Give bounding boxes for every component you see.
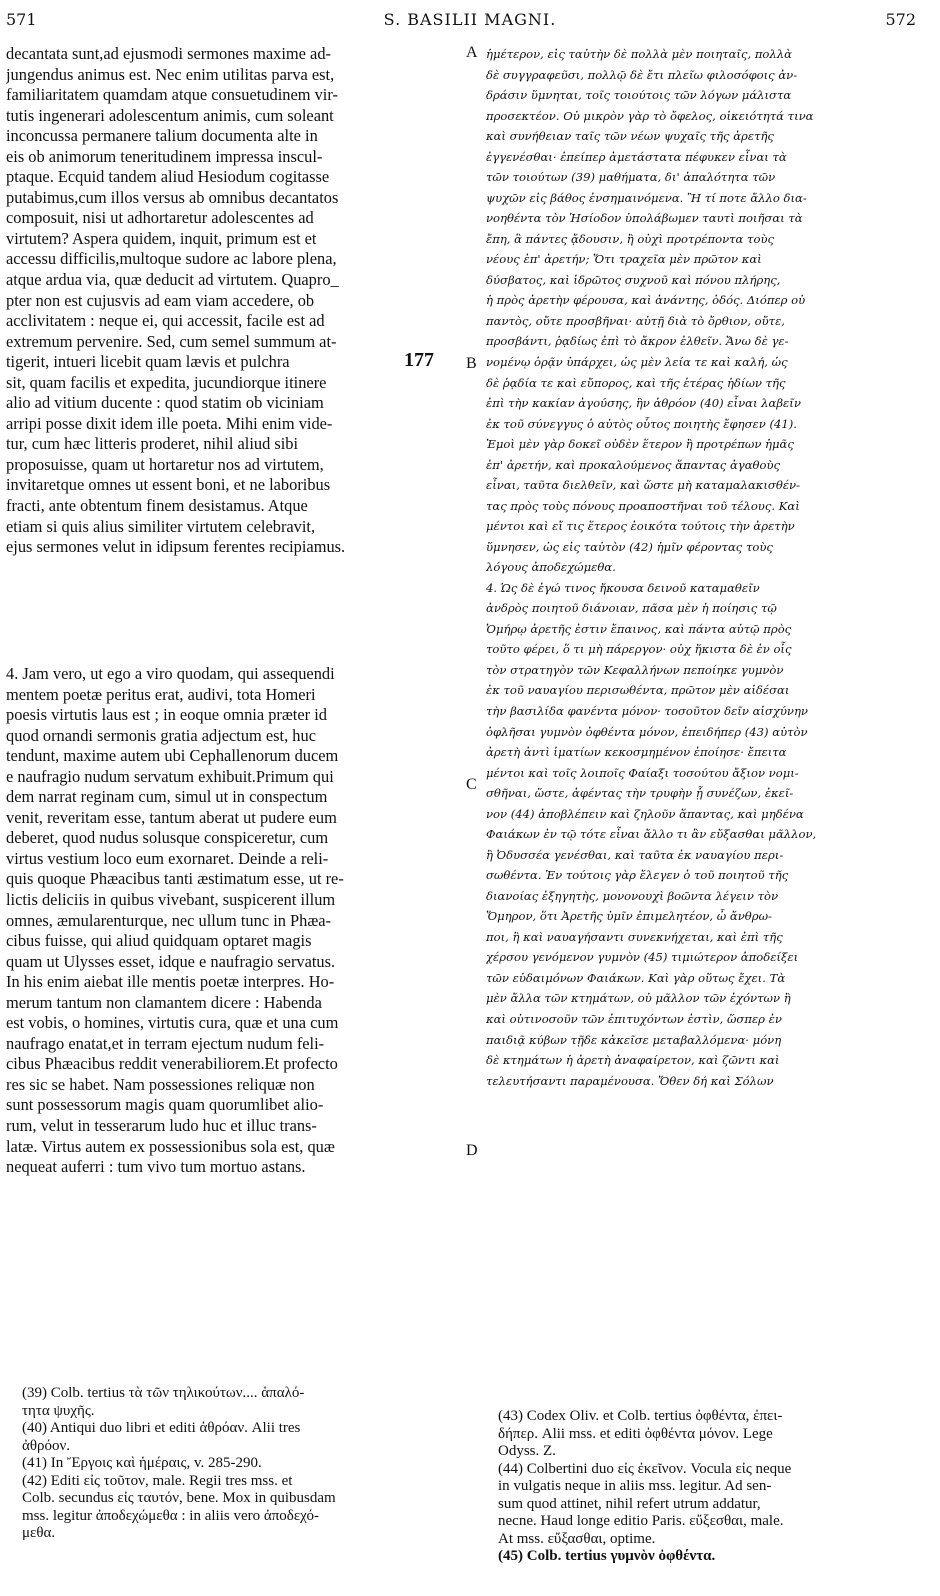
greek-text-line: ἐγγενέσθαι· ἐπείπερ ἀμετάστατα πέφυκεν εἶναι τὰ <box>486 149 787 164</box>
latin-text-line: mentem poetæ peritus erat, audivi, tota Homeri <box>6 684 316 704</box>
footnote-line: (44) Colbertini duo εἰς ἐκεῖνον. Vocula εἰς neque <box>498 1460 792 1477</box>
latin-text-line: tendunt, maxime autem ubi Cephallenorum ducem <box>6 746 339 766</box>
latin-text-line: e naufragio nudum servatum exhibuit.Primum qui <box>6 766 334 786</box>
margin-letter-a: A <box>466 44 478 61</box>
latin-text-line: virtutem? Aspera quidem, inquit, primum est et <box>6 228 317 248</box>
greek-text-line: τελευτήσαντι παραμένουσα. Ὅθεν δή καὶ Σόλων <box>486 1073 774 1088</box>
latin-text-line: latæ. Virtus autem ex possessionibus sola est, quæ <box>6 1136 335 1156</box>
latin-text-line: alio ad vitium ducente : quod statim ob viciniam <box>6 393 324 413</box>
footnote-line: (41) In Ἔργοις καὶ ἡμέραις, v. 285-290. <box>22 1455 262 1471</box>
margin-letter-b: B <box>466 355 477 372</box>
greek-text-line: Ἐμοὶ μὲν γὰρ δοκεῖ οὐδὲν ἕτερον ἢ προτρέπων ἡμᾶς <box>486 437 794 452</box>
greek-text-line: σωθέντα. Ἐν τούτοις γὰρ ἔλεγεν ὁ τοῦ ποιητοῦ τῆς <box>486 868 789 883</box>
latin-text-line: nequeat auferri : tum vivo tum mortuo astans. <box>6 1157 306 1177</box>
latin-text-line: ejus sermones velut in idipsum ferentes recipiamus. <box>6 537 346 557</box>
greek-text-line: ἐκ τοῦ σύνεγγυς ὁ αὐτὸς οὗτος ποιητὴς ἔφησεν (41). <box>486 416 797 431</box>
footnote-line: μεθα. <box>22 1525 56 1541</box>
running-header <box>0 10 940 34</box>
latin-text-line: 4. Jam vero, ut ego a viro quodam, qui assequendi <box>6 664 335 683</box>
footnote-line: in vulgatis neque in aliis mss. legitur. Ad sen- <box>498 1478 772 1494</box>
greek-text-line: λόγους ἀποδεχώμεθα. <box>486 560 616 575</box>
greek-text-line: μὲν ἄλλα τῶν κτημάτων, οὐ μᾶλλον τῶν ἐχόντων ἢ <box>486 991 791 1006</box>
greek-text-line: τὸν στρατηγὸν τῶν Κεφαλλήνων πεποίηκε γυμνὸν <box>486 662 784 677</box>
greek-text-line: ποι, ἣ καὶ ναυαγήσαντι συνεκνήχεται, καὶ ἐπὶ τῆς <box>486 929 783 944</box>
latin-text-line: rum, velut in tesserarum ludo huc et illuc trans- <box>6 1116 317 1136</box>
latin-text-line: sit, quam facilis et expedita, jucundiorque itinere <box>6 372 327 392</box>
greek-text-line: τοῦτο φέρει, ὅ τι μὴ πάρεργον· οὐχ ἥκιστα δὲ ἐν οἷς <box>486 642 792 657</box>
greek-text-line: δράσιν ὕμνηται, τοῖς τοιούτοις τῶν λόγων μάλιστα <box>486 88 792 103</box>
footnote-line: mss. legitur ἀποδεχώμεθα : in aliis vero ἀποδεχό- <box>22 1507 319 1524</box>
latin-text-line: res sic se habet. Nam possessiones reliquæ non <box>6 1074 315 1094</box>
latin-text-line: cibus Phæacibus reddit venerabiliorem.Et profecto <box>6 1054 338 1074</box>
latin-text-line: acclivitatem : neque ei, qui accessit, facile est ad <box>6 311 325 331</box>
greek-text-line: ἀνδρὸς ποιητοῦ διάνοιαν, πᾶσα μὲν ἡ ποίησις τῷ <box>486 601 777 616</box>
latin-text-line: est vobis, o homines, virtutis cura, quæ et una cum <box>6 1013 339 1033</box>
greek-text-line: εἶναι, ταῦτα διελθεῖν, καὶ ὥστε μὴ καταμαλακισθέν- <box>486 478 801 493</box>
latin-text-line: familiaritatem quamdam atque consuetudinem vir- <box>6 85 338 105</box>
footnote-line: τητα ψυχῆς. <box>22 1402 95 1419</box>
footnote-line: (43) Codex Oliv. et Colb. tertius ὀφθέντα, ἐπει- <box>498 1408 783 1424</box>
latin-text-line: quod ornandi sermonis gratia adjectum est, huc <box>6 725 316 745</box>
latin-text-line: sunt possessorum magis quam quorumlibet alio- <box>6 1095 324 1115</box>
latin-text-line: virtus vestium loco eum exornaret. Deinde a reli- <box>6 848 329 868</box>
greek-text-line: ἐπὶ τὴν κακίαν ἀγούσης, ἣν ἀθρόον (40) εἶναι λαβεῖν <box>486 396 801 411</box>
greek-text-line: τῶν εὐδαιμόνων Φαιάκων. Καὶ γὰρ οὕτως ἔχει. Τὰ <box>486 970 786 985</box>
latin-text-line: cibus fuisse, qui aliud quidquam optaret magis <box>6 931 312 951</box>
latin-text-line: accessu difficilis,multoque sudore ac labore plena, <box>6 249 337 269</box>
greek-text-line: τας πρὸς τοὺς πόνους προαποστῆναι τοῦ τέλους. Καὶ <box>486 498 800 513</box>
greek-text-line: νοηθέντα τὸν Ἡσίοδον ὑπολάβωμεν ταυτὶ ποιῆσαι τὰ <box>486 211 803 226</box>
footnotes-right <box>498 1408 928 1566</box>
greek-text-line: ἡ πρὸς ἀρετὴν φέρουσα, καὶ ἀνάντης, ὁδός. Διόπερ οὐ <box>486 293 806 308</box>
greek-text-line: ἀρετὴ ἀντὶ ἱματίων κεκοσμημένον ἐποίησε· ἔπειτα <box>486 745 787 760</box>
latin-text-line: jungendus animus est. Nec enim utilitas parva est, <box>6 64 335 84</box>
footnote-line: Odyss. Z. <box>498 1443 556 1459</box>
latin-text-line: dem narrat reginam cum, simul ut in conspectum <box>6 787 328 807</box>
latin-text-line: tigerit, intueri licebit quam lævis et pulchra <box>6 352 290 372</box>
greek-text-line: ἔπη, ἃ πάντες ᾄδουσιν, ἢ οὐχὶ προτρέποντα τοὺς <box>486 231 774 246</box>
latin-text-line: deberet, quod nudus solusque conspiceretur, cum <box>6 828 329 848</box>
latin-text-line: omnes, æmularenturque, nec ullum tunc in Phæa- <box>6 910 332 930</box>
greek-text-line: τῶν τοιούτων (39) μαθήματα, δι' ἁπαλότητα τῶν <box>486 170 776 185</box>
greek-text-line: ὕμνησεν, ὡς εἰς ταὐτὸν (42) ἡμῖν φέροντας τοὺς <box>486 539 773 554</box>
latin-text-line: pter non est cujusvis ad eam viam accedere, ob <box>6 290 315 310</box>
latin-text-line: extremum pervenire. Sed, cum semel summum at- <box>6 331 337 351</box>
greek-text-line: παιδιᾷ κύβων τῇδε κἀκεῖσε μεταβαλλόμενα· μόνη <box>486 1032 782 1047</box>
greek-text-line: καὶ συνήθειαν ταῖς τῶν νέων ψυχαῖς τῆς ἀρετῆς <box>486 129 774 144</box>
latin-paragraph-3 <box>6 44 462 558</box>
footnote-line: δήπερ. Alii mss. et editi ὀφθέντα μόνον. Lege <box>498 1425 773 1442</box>
greek-text-line: προσβάντι, ῥᾳδίως ἐπὶ τὸ ἄκρον ἐλθεῖν. Ἄνω δὲ γε- <box>486 334 789 349</box>
margin-letter-d: D <box>466 1142 478 1159</box>
migne-column-number: 177 <box>404 349 434 371</box>
greek-text-line: μέντοι καὶ τοῖς λοιποῖς Φαίαξι τοσούτου ἄξιον νομι- <box>486 765 799 780</box>
latin-text-line: atque ardua via, quæ deducit ad virtutem. Quapro_ <box>6 270 339 290</box>
latin-text-line: venit, reveritam esse, tantum aberat ut pudere eum <box>6 807 337 827</box>
greek-text-line: δὲ κτημάτων ἡ ἀρετὴ ἀναφαίρετον, καὶ ζῶντι καὶ <box>486 1053 780 1068</box>
greek-text-line: καὶ οὑτινοσοῦν τῶν ἐπιτυχόντων ἐστὶν, ὥσπερ ἐν <box>486 1011 782 1026</box>
greek-text-line: προσεκτέον. Οὐ μικρὸν γὰρ τὸ ὄφελος, οἰκειότητά τινα <box>486 108 814 123</box>
footnote-line: sum quod attinet, nihil refert utrum addatur, <box>498 1495 761 1512</box>
footnote-line: (40) Antiqui duo libri et editi ἀθρόαν. Alii tres <box>22 1420 301 1436</box>
running-title: S. BASILII MAGNI. <box>383 10 557 29</box>
latin-text-line: etiam si quis alius similiter virtutem celebravit, <box>6 516 316 536</box>
footnote-line: Colb. secundus εἰς ταυτόν, bene. Mox in quibusdam <box>22 1490 336 1506</box>
greek-text-line: ψυχῶν εἰς βάθος ἐνσημαινόμενα. Ἢ τί ποτε ἄλλο δια- <box>486 190 807 205</box>
greek-text-line: ὀφλῆσαι γυμνὸν ὀφθέντα μόνον, ἐπειδήπερ (43) αὐτὸν <box>486 724 808 739</box>
footnote-line: ἀθρόον. <box>22 1437 71 1454</box>
greek-text-line: ἐκ τοῦ ναυαγίου περισωθέντα, πρῶτον μὲν αἰδέσαι <box>486 683 790 698</box>
greek-text-line: Ὁμήρῳ ἀρετῆς ἐστιν ἔπαινος, καὶ πάντα αὐτῷ πρὸς <box>486 621 792 636</box>
latin-text-line: proposuisse, quam ut hortaretur nos ad virtutem, <box>6 454 324 474</box>
greek-text-line: ἢ Ὀδυσσέα γενέσθαι, καὶ ταῦτα ἐκ ναυαγίου περι- <box>486 847 784 862</box>
latin-text-line: eis ob animorum teneritudinem impressa inscul- <box>6 146 323 166</box>
greek-text-line: 4. Ὡς δὲ ἐγώ τινος ἤκουσα δεινοῦ καταμαθεῖν <box>486 580 760 595</box>
greek-text-line: δὲ ῥᾳδία τε καὶ εὔπορος, καὶ τῆς ἑτέρας ἡδίων τῆς <box>486 375 786 390</box>
footnote-line: necne. Haud longe editio Paris. εὔξεσθαι, male. <box>498 1513 784 1529</box>
margin-letter-c: C <box>466 776 477 793</box>
greek-text-line: νέους ἐπ' ἀρετήν; Ὅτι τραχεῖα μὲν πρῶτον καὶ <box>486 252 762 267</box>
latin-text-line: In his enim aiebat ille mentis poetæ interpres. Ho- <box>6 972 335 992</box>
greek-text-line: Ὅμηρον, ὅτι Ἀρετῆς ὑμῖν ἐπιμελητέον, ὦ ἄνθρω- <box>486 909 772 924</box>
footnote-line: (39) Colb. tertius τὰ τῶν τηλικούτων.... ἁπαλό- <box>22 1385 305 1401</box>
latin-text-line: lictis deliciis in quibus vivebant, suspicerent illum <box>6 890 336 910</box>
greek-text-line: δύσβατος, καὶ ἱδρῶτος συχνοῦ καὶ πόνου πλήρης, <box>486 272 781 287</box>
page-number-left: 571 <box>6 10 37 29</box>
footnote-line: At mss. εὔξασθαι, optime. <box>498 1530 656 1547</box>
greek-text-line: ἡμέτερον, εἰς ταὐτὴν δὲ πολλὰ μὲν ποιηταῖς, πολλὰ <box>486 47 792 61</box>
footnotes-left <box>22 1385 462 1543</box>
latin-paragraph-4 <box>6 664 462 1178</box>
greek-text-line: δὲ συγγραφεῦσι, πολλῷ δὲ ἔτι πλεῖω φιλοσόφοις ἀν- <box>486 67 798 82</box>
latin-text-line: putabimus,cum illos versus ab omnibus decantatos <box>6 187 339 207</box>
greek-text-line: μέντοι καὶ εἴ τις ἕτερος ἐοικότα τούτοις τὴν ἀρετὴν <box>486 519 795 534</box>
latin-text-line: merum tantum non clamantem dicere : Habenda <box>6 992 322 1012</box>
greek-text-line: διανοίας ἐξηγητὴς, μονονουχὶ βοῶντα λέγειν τὸν <box>486 888 779 903</box>
latin-text-line: naufrago enatat,et in terram ejectum nudum feli- <box>6 1033 325 1053</box>
latin-text-line: fracti, ante obtentum finem desistamus. Atque <box>6 496 308 516</box>
page-number-right: 572 <box>885 10 916 29</box>
greek-text-line: σθῆναι, ὥστε, ἀφέντας τὴν τρυφὴν ᾗ συνέζων, ἐκεῖ- <box>486 786 794 801</box>
latin-text-line: tutis ingenerari adolescentum animis, cum soleant <box>6 105 334 125</box>
latin-text-line: quam ut Ulysses esset, idque e naufragio servatus. <box>6 951 336 971</box>
greek-text-line: παντὸς, οὔτε προσβῆναι· αὐτῇ διὰ τὸ ὄρθιον, οὔτε, <box>486 313 785 328</box>
latin-text-line: tur, cum hæc litteris proderet, nihil aliud sibi <box>6 434 299 454</box>
greek-text-line: νον (44) ἀποβλέπειν καὶ ζηλοῦν ἅπαντας, καὶ μηδένα <box>486 806 804 821</box>
greek-column <box>486 44 926 1091</box>
greek-text-line: χέρσου γενόμενον γυμνὸν (45) τιμιώτερον ἀποδείξει <box>486 950 799 965</box>
latin-text-line: poesis virtutis laus est ; in eoque omnia præter id <box>6 705 327 725</box>
footnote-line: (42) Editi εἰς τοῦτον, male. Regii tres mss. et <box>22 1472 293 1489</box>
latin-text-line: composuit, nisi ut adhortaretur adolescentes ad <box>6 208 314 228</box>
greek-text-line: τὴν βασιλίδα φανέντα μόνον· τοσοῦτον δεῖν αἰσχύνην <box>486 704 808 718</box>
greek-text-line: ἐπ' ἀρετήν, καὶ προκαλούμενος ἅπαντας ἀγαθοὺς <box>486 457 781 472</box>
latin-text-line: inconcussa permanere talium documenta alte in <box>6 126 318 146</box>
latin-text-line: ptaque. Ecquid tandem aliud Hesiodum cogitasse <box>6 167 330 187</box>
latin-text-line: quis quoque Phæacibus tanti æstimatum esse, ut re- <box>6 869 344 889</box>
latin-text-line: invitaretque omnes ut essent boni, et ne laboribus <box>6 475 331 495</box>
latin-text-line: decantata sunt,ad ejusmodi sermones maxime ad- <box>6 44 331 63</box>
footnote-45: (45) Colb. tertius γυμνὸν ὀφθέντα. <box>498 1548 716 1564</box>
greek-text-line: Φαιάκων ἐν τῷ τότε εἶναι ἄλλο τι ἂν εὔξασθαι μᾶλλον, <box>486 827 817 842</box>
latin-text-line: arripi posse dixit idem ille poeta. Mihi enim vide- <box>6 413 333 433</box>
greek-text-line: νομένῳ ὁρᾷν ὑπάρχει, ὡς μὲν λεία τε καὶ καλή, ὡς <box>486 354 788 369</box>
